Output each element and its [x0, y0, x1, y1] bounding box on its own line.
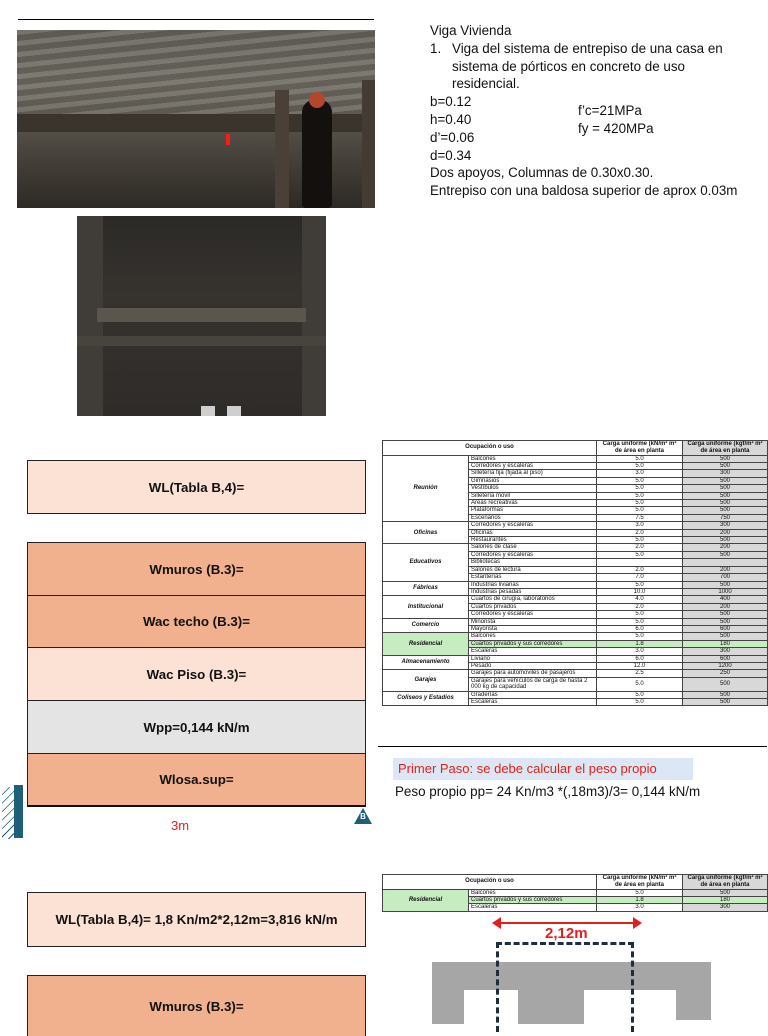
cell-kgf: 500	[683, 500, 768, 507]
cell-use: Salones de lectura	[469, 566, 597, 573]
col-occupancy: Ocupación o uso	[383, 875, 597, 890]
cell-kn: 5.0	[597, 611, 683, 618]
cell-use: Estanterías	[469, 574, 597, 581]
cell-use: Restaurantes	[469, 537, 597, 544]
group-cell: Institucional	[383, 596, 469, 618]
col-kn: Carga uniforme (kN/m² m² de área en planta	[597, 441, 683, 456]
cell-use: Plataformas	[469, 507, 597, 514]
dimension-arrow	[494, 922, 640, 924]
cell-kgf: 300	[683, 522, 768, 529]
top-rule	[18, 19, 374, 20]
span-label: 3m	[171, 818, 190, 833]
cell-kn: 10.0	[597, 588, 683, 595]
slab-text: Entrepiso con una baldosa superior de aprox 0.03m	[430, 183, 738, 199]
cell-kn: 5.0	[597, 463, 683, 470]
cell-kn: 5.0	[597, 618, 683, 625]
cell-kgf: 500	[683, 889, 768, 896]
cell-use: Balcones	[469, 889, 597, 896]
cell-kn: 5.0	[597, 633, 683, 640]
cell-use: Pesado	[469, 662, 597, 669]
item-text: Viga del sistema de entrepiso de una casa en sistema de pórticos en concreto de uso residencial.	[452, 40, 723, 92]
slab-rib-3	[676, 990, 711, 1020]
col-occupancy: Ocupación o uso	[383, 441, 597, 456]
cell-kgf: 300	[683, 470, 768, 477]
table-row	[383, 581, 768, 588]
cell-kn: 3.0	[597, 904, 683, 911]
cell-kgf: 250	[683, 670, 768, 677]
table-row	[383, 691, 768, 698]
slab-rib-1	[432, 990, 464, 1024]
table-row	[383, 596, 768, 603]
group-cell: Almacenamiento	[383, 655, 469, 670]
wl-box: WL(Tabla B,4)=	[27, 460, 366, 514]
cell-kn: 1.8	[597, 897, 683, 904]
cell-kn: 5.0	[597, 477, 683, 484]
fy-value: fy = 420MPa	[578, 120, 654, 136]
cell-use: Escaleras	[469, 648, 597, 655]
cell-use: Balcones	[469, 455, 597, 462]
group-cell: Coliseos y Estadios	[383, 691, 469, 706]
cell-kn: 5.0	[597, 551, 683, 558]
col-kgf: Carga uniforme (kgf/m² m² de área en planta	[683, 441, 768, 456]
col-kn: Carga uniforme (kN/m² m² de área en planta	[597, 875, 683, 890]
cell-use: Vestíbulos	[469, 485, 597, 492]
group-cell: Educativos	[383, 544, 469, 581]
cell-kgf: 700	[683, 574, 768, 581]
cell-kgf: 500	[683, 677, 768, 691]
cell-use: Industrias pesadas	[469, 588, 597, 595]
problem-statement	[430, 22, 750, 200]
cell-kn: 4.0	[597, 596, 683, 603]
cell-use: Cuartos privados y sus corredores	[469, 640, 597, 647]
group-cell: Reunión	[383, 455, 469, 522]
table-rule	[378, 746, 767, 747]
cell-kn: 5.0	[597, 492, 683, 499]
cell-kn: 5.0	[597, 500, 683, 507]
self-weight-text: Peso propio pp= 24 Kn/m3 *(,18m3)/3= 0,144 kN/m	[395, 784, 701, 799]
cell-kgf: 600	[683, 625, 768, 632]
cell-kn: 5.0	[597, 581, 683, 588]
table-row	[383, 618, 768, 625]
cell-kn: 6.0	[597, 625, 683, 632]
b-value: b=0.12	[430, 94, 472, 110]
cell-use: Cuartos privados	[469, 603, 597, 610]
cell-kgf: 1000	[683, 588, 768, 595]
cell-kgf: 500	[683, 699, 768, 706]
table-row	[383, 633, 768, 640]
cell-kn: 1.8	[597, 640, 683, 647]
cell-kgf: 500	[683, 507, 768, 514]
group-cell: Fábricas	[383, 581, 469, 596]
cell-kn: 12.0	[597, 662, 683, 669]
cell-kn: 5.0	[597, 677, 683, 691]
cell-use: Corredores y escaleras	[469, 551, 597, 558]
group-cell: Residencial	[383, 633, 469, 655]
cell-use: Industrias livianas	[469, 581, 597, 588]
cell-kgf: 500	[683, 618, 768, 625]
table-row	[383, 670, 768, 677]
col-kgf: Carga uniforme (kgf/m² m² de área en planta	[683, 875, 768, 890]
wl-box-computed: WL(Tabla B,4)= 1,8 Kn/m2*2,12m=3,816 kN/m	[27, 892, 366, 947]
dprime-value: d’=0.06	[430, 129, 475, 145]
cell-kn: 5.0	[597, 507, 683, 514]
cell-kn	[597, 559, 683, 566]
cell-kn: 7.5	[597, 514, 683, 521]
cell-use: Graderías	[469, 691, 597, 698]
table-row	[383, 544, 768, 551]
cell-kgf: 600	[683, 655, 768, 662]
beam-photo-underside	[77, 216, 326, 416]
h-value: h=0.40	[430, 111, 472, 127]
cell-kgf: 500	[683, 611, 768, 618]
cell-kgf: 500	[683, 477, 768, 484]
cell-kgf	[683, 559, 768, 566]
cell-kgf: 300	[683, 904, 768, 911]
cell-use: Salones de clase	[469, 544, 597, 551]
cell-kn: 2.5	[597, 670, 683, 677]
cell-kn: 5.0	[597, 485, 683, 492]
cell-kgf: 180	[683, 897, 768, 904]
wmuros-box: Wmuros (B.3)=	[27, 542, 366, 596]
wac-techo-box: Wac techo (B.3)=	[27, 595, 366, 648]
cell-use: Garajes para vehículos de carga de hasta 2 000 kg de capacidad	[469, 677, 597, 691]
cell-kgf: 200	[683, 566, 768, 573]
cell-kn: 2.0	[597, 529, 683, 536]
cell-kgf: 200	[683, 529, 768, 536]
cell-use: Escenarios	[469, 514, 597, 521]
cell-use: Gimnasios	[469, 477, 597, 484]
problem-title: Viga Vivienda	[430, 23, 512, 38]
node-b-label: B	[360, 812, 366, 821]
cell-kn: 3.0	[597, 522, 683, 529]
cell-use: Corredores y escaleras	[469, 522, 597, 529]
group-cell: Comercio	[383, 618, 469, 633]
cell-kgf: 1200	[683, 662, 768, 669]
cell-use: Corredores y escaleras	[469, 611, 597, 618]
cell-kgf: 180	[683, 640, 768, 647]
cell-kn: 5.0	[597, 455, 683, 462]
cell-use: Corredores y escaleras	[469, 463, 597, 470]
cell-kgf: 500	[683, 551, 768, 558]
wlosa-box: Wlosa.sup=	[27, 753, 366, 807]
cell-kn: 5.0	[597, 889, 683, 896]
fc-value: f’c=21MPa	[578, 102, 642, 118]
cell-kn: 6.0	[597, 655, 683, 662]
group-cell: Residencial	[383, 889, 469, 911]
fixed-support	[14, 785, 23, 838]
cell-kgf: 750	[683, 514, 768, 521]
cell-use: Balcones	[469, 633, 597, 640]
table-row	[383, 889, 768, 896]
cell-kgf: 500	[683, 485, 768, 492]
live-load-table	[382, 440, 768, 706]
cell-kgf: 500	[683, 455, 768, 462]
cell-use: Mayorista	[469, 625, 597, 632]
cell-use: Silletería movil	[469, 492, 597, 499]
cell-kn: 2.0	[597, 544, 683, 551]
beam-photo-worker	[17, 30, 375, 208]
wpp-box: Wpp=0,144 kN/m	[27, 700, 366, 754]
group-cell: Garajes	[383, 670, 469, 691]
cell-kn: 5.0	[597, 537, 683, 544]
cell-kgf: 500	[683, 492, 768, 499]
cell-kgf: 200	[683, 544, 768, 551]
cell-kgf: 500	[683, 537, 768, 544]
cell-use: Minorista	[469, 618, 597, 625]
cell-kn: 3.0	[597, 470, 683, 477]
cell-use: Oficinas	[469, 529, 597, 536]
table-row	[383, 455, 768, 462]
cell-use: Cuartos privados y sus corredores	[469, 897, 597, 904]
group-cell: Oficinas	[383, 522, 469, 544]
wac-piso-box: Wac Piso (B.3)=	[27, 647, 366, 701]
cell-use: Bibliotecas	[469, 559, 597, 566]
cell-use: Áreas recreativas	[469, 500, 597, 507]
cell-use: Escaleras	[469, 904, 597, 911]
cell-kn: 5.0	[597, 691, 683, 698]
cell-kgf: 500	[683, 463, 768, 470]
dimension-label: 2,12m	[545, 925, 588, 942]
cell-kgf: 400	[683, 596, 768, 603]
cell-kn: 7.0	[597, 574, 683, 581]
cell-kn: 2.0	[597, 566, 683, 573]
cell-kgf: 500	[683, 691, 768, 698]
supports-text: Dos apoyos, Columnas de 0.30x0.30.	[430, 165, 654, 181]
red-marker	[226, 134, 230, 145]
wmuros-box-lower: Wmuros (B.3)=	[27, 975, 366, 1036]
cell-use: Garajes para automoviles de pasajeros	[469, 670, 597, 677]
cell-kgf: 500	[683, 581, 768, 588]
d-value: d=0.34	[430, 147, 472, 163]
cell-kgf: 500	[683, 633, 768, 640]
tributary-width-outline	[496, 942, 634, 1032]
cell-use: Escaleras	[469, 699, 597, 706]
cell-kn: 3.0	[597, 648, 683, 655]
step-box: Primer Paso: se debe calcular el peso propio	[393, 758, 693, 780]
cell-kn: 2.0	[597, 603, 683, 610]
cell-kgf: 300	[683, 648, 768, 655]
table-row	[383, 522, 768, 529]
cell-kgf: 200	[683, 603, 768, 610]
item-number: 1.	[430, 40, 442, 56]
cell-use: Cuartos de cirugía, laboratorios	[469, 596, 597, 603]
cell-kn: 5.0	[597, 699, 683, 706]
live-load-table-residencial	[382, 874, 768, 912]
cell-use: Silletería fija (fijada al piso)	[469, 470, 597, 477]
cell-use: Liviano	[469, 655, 597, 662]
table-row	[383, 655, 768, 662]
